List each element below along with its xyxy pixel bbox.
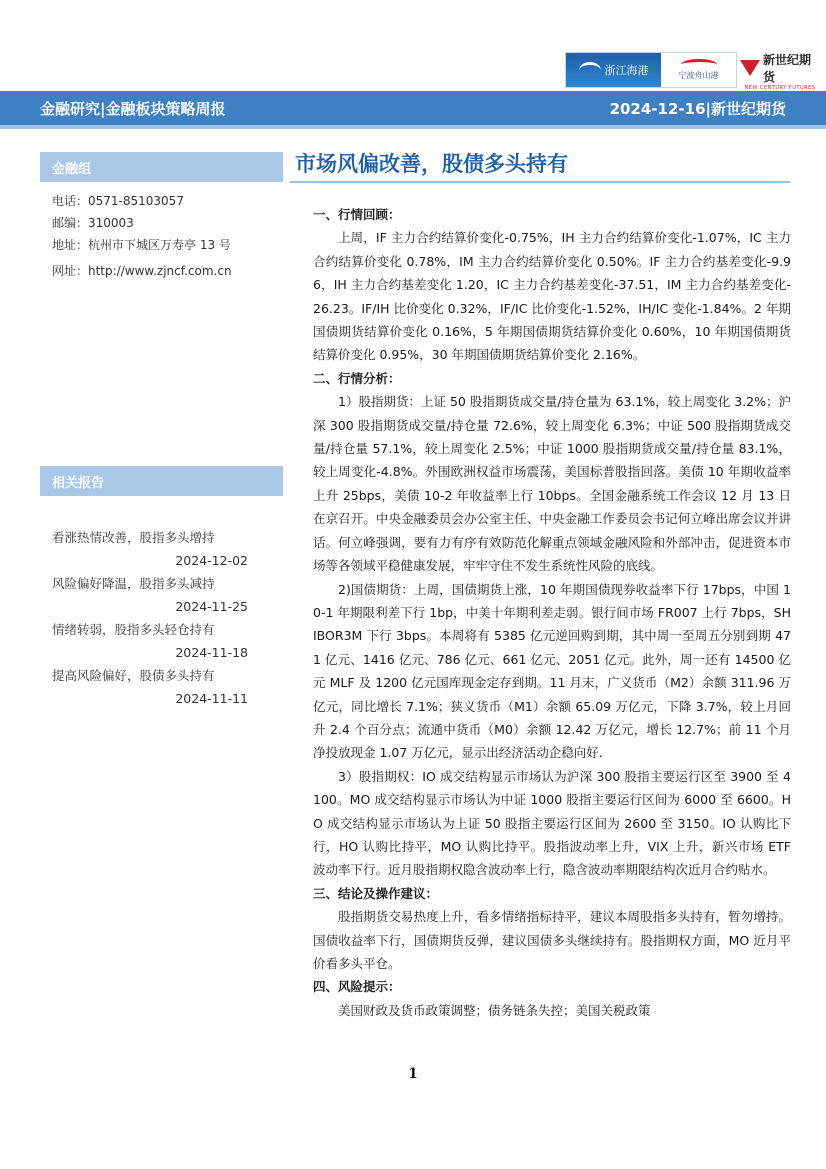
report-body [313, 203, 791, 1022]
page-number: 1 [408, 1066, 418, 1082]
contact-website[interactable]: 网址：http://www.zjncf.com.cn [52, 264, 232, 278]
report-title[interactable]: 情绪转弱，股指多头轻仓持有 [52, 622, 215, 637]
report-title[interactable]: 风险偏好降温，股指多头减持 [52, 576, 215, 591]
arc-icon [681, 59, 717, 70]
report-title[interactable]: 看涨热情改善，股指多头增持 [52, 530, 215, 545]
report-date: 2024-11-11 [175, 691, 248, 706]
index-options-paragraph: 3）股指期权：IO 成交结构显示市场认为沪深 300 股指主要运行区至 3900 至 4100。MO 成交结构显示市场认为中证 1000 股指主要运行区间为 6000 至 6600。HO 成交结构显示市场认为上证 50 股指主要运行区间为 2600 至 3150。IO 认购比下行，HO 认购比持平，MO 认购比持平。股指波动率上升，VIX 上升，新兴市场 ETF 波动率下行。近月股指期权隐含波动率上行，隐含波动率期限结构次近月合约贴水。 [313, 768, 791, 878]
index-futures-paragraph: 1）股指期货：上证 50 股指期货成交量/持仓量为 63.1%，较上周变化 3.2%；沪深 300 股指期货成交量/持仓量 72.6%，较上周变化 6.3%；中证 500 股指期货成交量/持仓量 57.1%，较上周变化 2.5%；中证 1000 股指期货成交量/持仓量 83.1%，较上周变化-4.8%。外围欧洲权益市场震荡，美国标普股指回落。美债 10 年期收益率上升 25bps，美债 10-2 年收益率上行 10bps。全国金融系统工作会议 12 月 13 日在京召开。中央金融委员会办公室主任、中央金融工作委员会书记何立峰出席会议并讲话。何立峰强调，要有力有序有效防范化解重点领域金融风险和外部冲击，促进资本市场等各领域平稳健康发展，牢牢守住不发生系统性风险的底线。 [313, 394, 791, 574]
company-logo-cn: 新世纪期货 [763, 53, 812, 84]
ningbo-port-text: 宁波舟山港 [678, 71, 719, 80]
v-logo-icon [740, 60, 760, 76]
section-heading: 四、风险提示： [313, 979, 401, 995]
header-left: 金融研究|金融板块策略周报 [40, 99, 226, 118]
section-heading: 三、结论及操作建议： [313, 885, 439, 901]
header-divider [0, 125, 826, 129]
ningbo-port-logo [661, 53, 736, 87]
report-main-title: 市场风偏改善，股债多头持有 [295, 152, 568, 176]
zhejiang-seaport-logo [566, 53, 661, 87]
conclusion-paragraph: 股指期货交易热度上升，看多情绪指标持平，建议本周股指多头持有，暂勿增持。国债收益率下行，国债期货反弹，建议国债多头继续持有。股指期权方面，MO 近月平价看多头平仓。 [313, 909, 791, 971]
contact-address: 地址：杭州市下城区万寿亭 13 号 [52, 238, 231, 252]
wave-icon [579, 62, 601, 79]
contact-zip: 邮编：310003 [52, 216, 134, 230]
company-logo [740, 50, 820, 92]
company-logo-en: NEW CENTURY FUTURES [744, 85, 816, 91]
contact-phone: 电话：0571-85103057 [52, 194, 184, 208]
section-heading: 二、行情分析： [313, 370, 401, 386]
header-right: 2024-12-16|新世纪期货 [609, 99, 786, 118]
title-divider [290, 181, 790, 183]
treasury-futures-paragraph: 2)国债期货：上周，国债期货上涨，10 年期国债现券收益率下行 17bps，中国 10-1 年期限利差下行 1bp，中美十年期利差走弱。银行间市场 FR007 上行 7bps，SHIBOR3M 下行 3bps。本周将有 5385 亿元逆回购到期，其中周一至周五分别到期 471 亿元、1416 亿元、786 亿元、661 亿元、2051 亿元。此外，周一还有 14500 亿元 MLF 及 1200 亿元国库现金定存到期。11 月末，广义货币（M2）余额 311.96 万亿元，同比增长 7.1%；狭义货币（M1）余额 65.09 万亿元，下降 3.7%，较上月回升 2.4 个百分点；流通中货币（M0）余额 12.42 万亿元，增长 12.7%；前 11 个月净投放现金 1.07 万亿元，显示出经济活动企稳向好. [313, 581, 791, 761]
zhejiang-seaport-text: 浙江海港 [604, 64, 649, 77]
related-reports-list [52, 526, 248, 710]
report-date: 2024-11-25 [175, 599, 248, 614]
report-date: 2024-11-18 [175, 645, 248, 660]
market-review-paragraph: 上周，IF 主力合约结算价变化-0.75%，IH 主力合约结算价变化-1.07%，IC 主力合约结算价变化 0.78%，IM 主力合约结算价变化 0.50%。IF 主力合约基差变化-9.96，IH 主力合约基差变化 1.20，IC 主力合约基差变化-37.51，IM 主力合约基差变化-26.23。IF/IH 比价变化 0.32%，IF/IC 比价变化-1.52%，IH/IC 变化-1.84%。2 年期国债期货结算价变化 0.16%，5 年期国债期货结算价变化 0.60%，10 年期国债期货结算价变化 0.95%，30 年期国债期货结算价变化 2.16%。 [313, 230, 791, 363]
section-heading: 一、行情回顾： [313, 207, 401, 222]
related-reports-title: 相关报告 [40, 466, 283, 496]
partner-logo [565, 52, 737, 88]
group-title: 金融组 [40, 152, 283, 182]
report-date: 2024-12-02 [175, 553, 248, 568]
header-bar [0, 91, 826, 125]
risk-paragraph: 美国财政及货币政策调整；债务链条失控；美国关税政策 [338, 1002, 651, 1018]
report-title[interactable]: 提高风险偏好，股债多头持有 [52, 668, 215, 683]
